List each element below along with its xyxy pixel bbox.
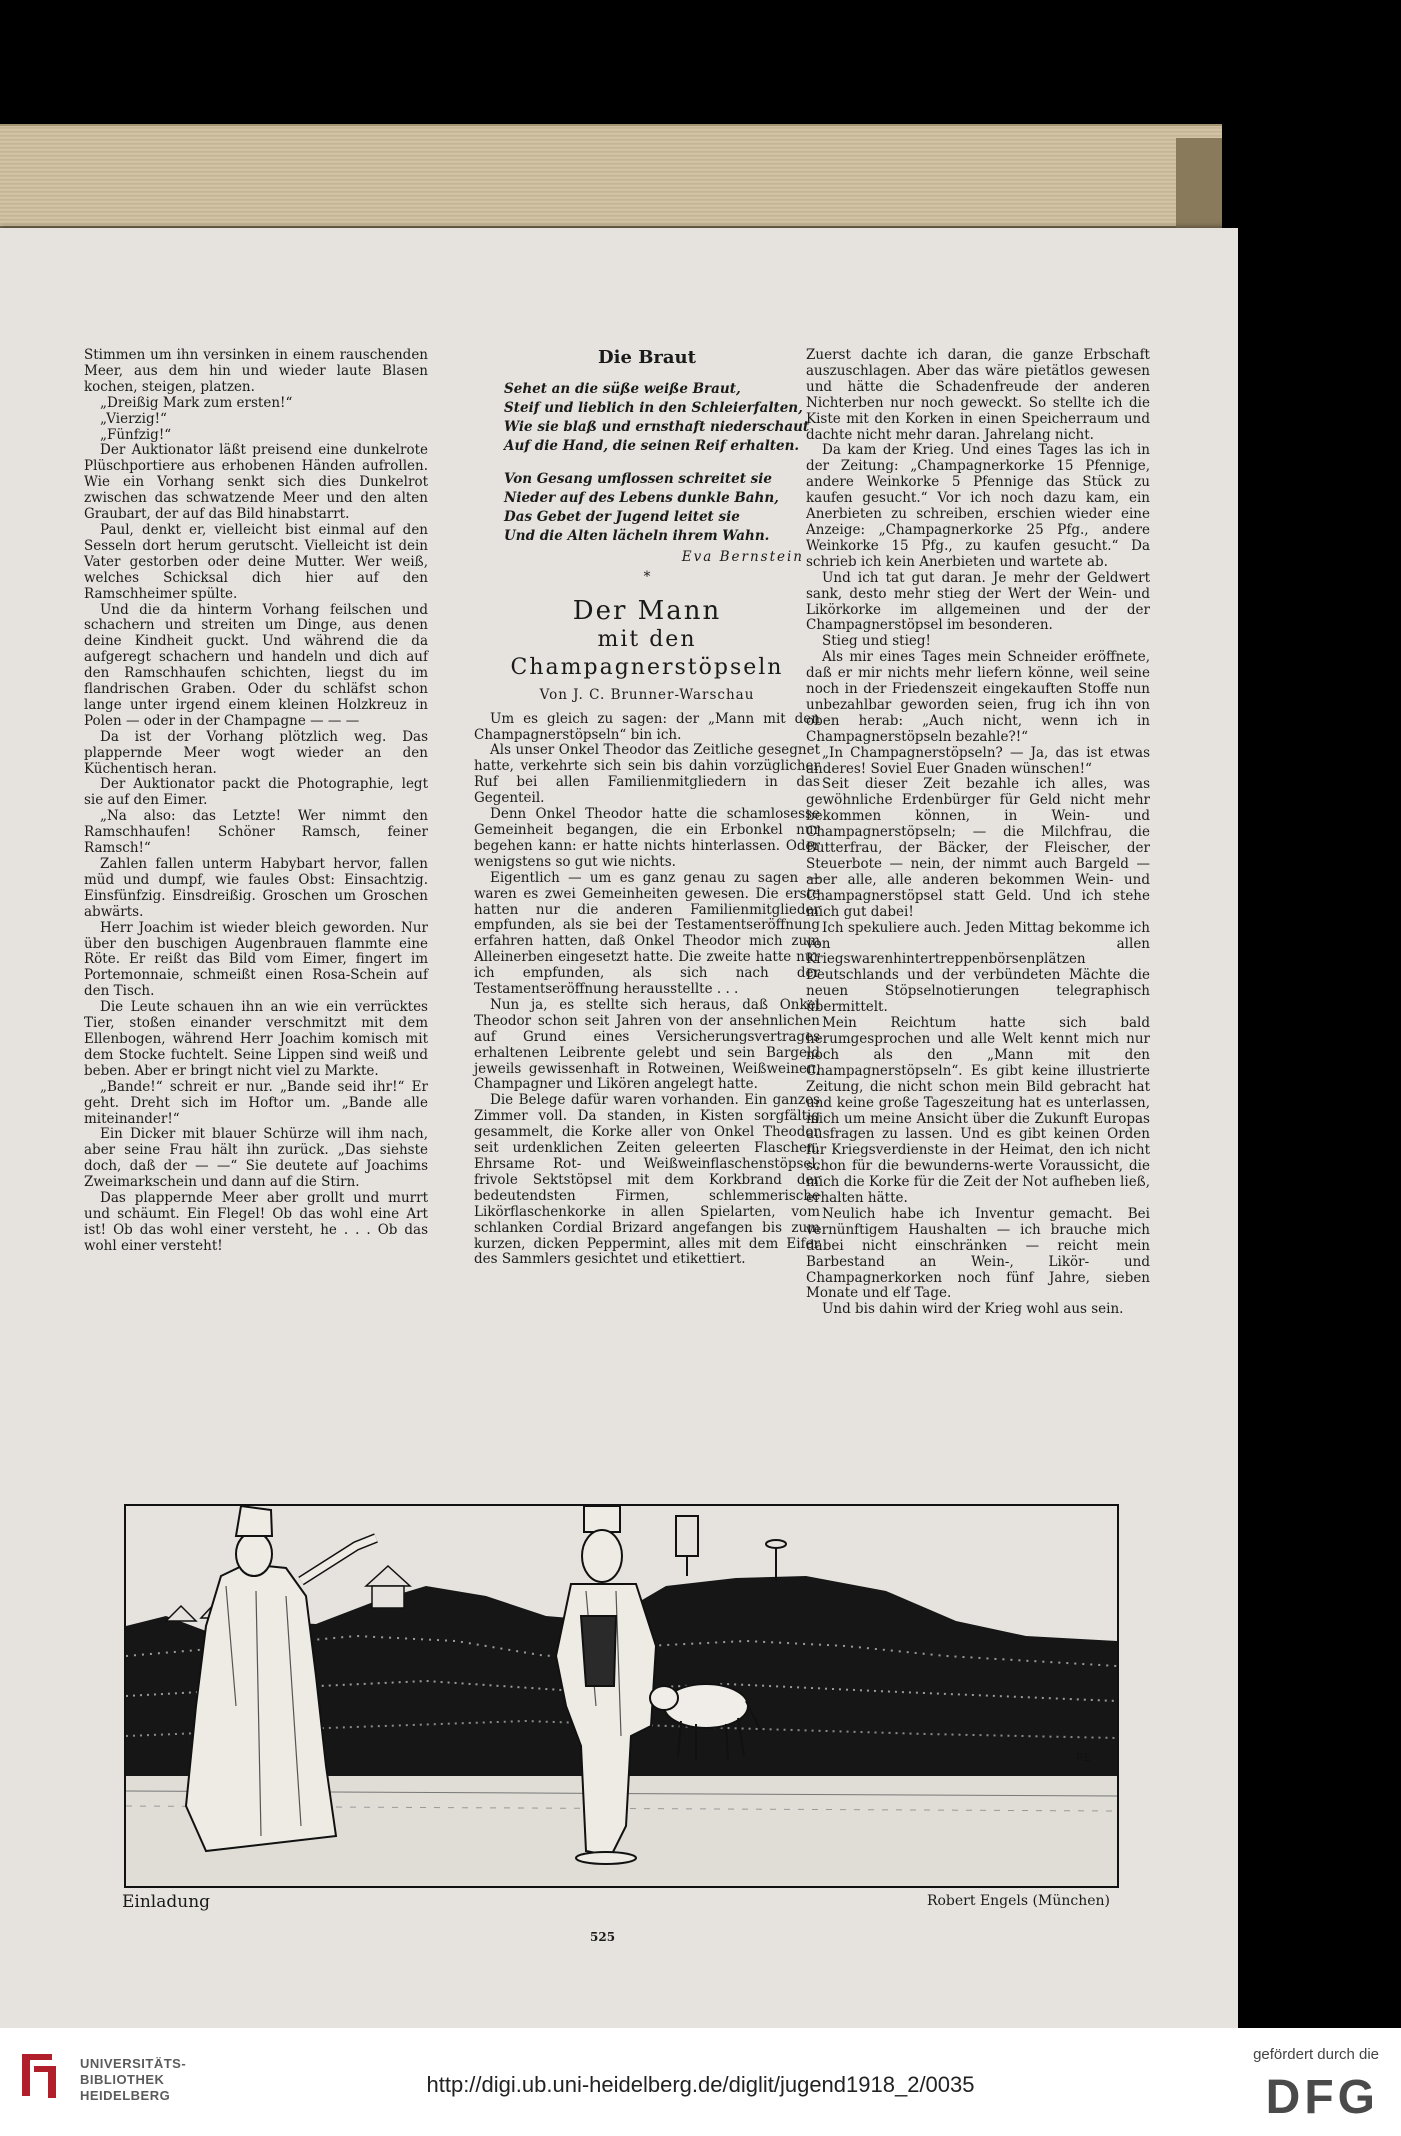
dfg-logo: DFG [1265, 2071, 1379, 2124]
paragraph: Neulich habe ich Inventur gemacht. Bei vernünftigem Haushalten — ich brauche mich dabei nicht einschränken — reicht mein Barbestand an Wein-, Likör- und Champagnerkorken noch fünf Jahre, sieben Monate und elf Tage. [806, 1205, 1150, 1302]
paragraph: Herr Joachim ist wieder bleich geworden. Nur über den buschigen Augenbrauen flammte eine Röte. Er reißt das Bild vom Eimer, fingert im Portemonnaie, schmeißt einen Rosa-Schein auf den Tisch. [84, 919, 428, 1000]
illustration-drawing [126, 1506, 1117, 1886]
paragraph: Da kam der Krieg. Und eines Tages las ich in der Zeitung: „Champagnerkorke 15 Pfennige, andere Weinkorke 5 Pfennige das Stück zu kaufen gesucht.“ Vor ich noch dazu kam, ein Anerbieten zu schreiben, erschien wieder eine Anzeige: „Champagnerkorke 25 Pfg., andere Weinkorke 15 Pfg., zu kaufen gesucht.“ Da schrieb ich kein Anerbieten und wartete ab. [806, 442, 1150, 570]
university-name-line: BIBLIOTHEK [80, 2072, 165, 2087]
paragraph: Seit dieser Zeit bezahle ich alles, was gewöhnliche Erdenbürger für Geld nicht mehr bekommen können, in Wein- und Champagnerstöpseln; — die Milchfrau, die Butterfrau, der Bäcker, der Fleischer, der Steuerbote — nein, der nimmt auch Bargeld — aber alle, alle anderen bekommen Wein- und Champagnerstöpsel statt Geld. Und ich stehe mich gut dabei! [806, 776, 1150, 920]
poem-line: Von Gesang umflossen schreitet sie [504, 470, 772, 487]
magazine-page [0, 228, 1238, 2028]
paragraph: Die Leute schauen ihn an wie ein verrücktes Tier, stoßen einander verschmitzt mit dem Ellenbogen, während Herr Joachim komisch mit dem Stocke fuchtelt. Seine Lippen sind weiß und beben. Aber er bringt nicht viel zu Markte. [84, 999, 428, 1079]
story-byline: Von J. C. Brunner-Warschau [539, 686, 755, 703]
poem-stanza-1 [474, 380, 820, 456]
paragraph: Und ich tat gut daran. Je mehr der Geldwert sank, desto mehr stieg der Wert der Wein- und Likörkorke im allgemeinen und der der Champagnerstöpsel im besonderen. [806, 569, 1150, 634]
paragraph: „Bande!“ schreit er nur. „Bande seid ihr!“ Er geht. Dreht sich im Hoftor um. „Bande alle miteinander!“ [84, 1078, 428, 1127]
middle-text-column [474, 348, 820, 1268]
poem-line: Nieder auf des Lebens dunkle Bahn, [504, 489, 779, 506]
illustration-title: Einladung [122, 1892, 211, 1912]
paragraph: Paul, denkt er, vielleicht bist einmal auf den Sesseln dort herum gerutscht. Vielleicht ist dein Vater gestorben oder deine Mutter. Wer weiß, welches Schicksal dich hier auf den Ramschheimer spülte. [84, 521, 428, 602]
paragraph: Die Belege dafür waren vorhanden. Ein ganzes Zimmer voll. Da standen, in Kisten sorgfältig gesammelt, die Korke aller von Onkel Theodor seit urdenklichen Zeiten geleerten Flaschen. Ehrsame Rot- und Weißweinflaschenstöpsel, frivole Sektstöpsel mit dem Korkbrand der bedeutendsten Firmen, schlemmerische Likörflaschenkorke in allen Spielarten, vom schlanken Cordial Brizard angefangen bis zum kurzen, dicken Peppermint, alles mit dem Eifer des Sammlers gesichtet und etikettiert. [474, 1092, 820, 1268]
poem-author: Eva Bernstein [681, 548, 804, 565]
viewer-footer [0, 2028, 1401, 2136]
poem-stanza-2 [474, 470, 820, 546]
paragraph: Der Auktionator läßt preisend eine dunkelrote Plüschportiere aus erhobenen Händen aufrollen. Wie ein Vorhang senkt sich dies Dunkelrot zwischen das schwatzende Meer und den alten Graubart, der auf das Bild hinabstarrt. [84, 442, 428, 523]
illustration-einladung [124, 1504, 1119, 1888]
paragraph: „Na also: das Letzte! Wer nimmt den Ramschhaufen! Schöner Ramsch, feiner Ramsch!“ [84, 808, 428, 857]
university-name-line: HEIDELBERG [80, 2088, 171, 2103]
document-url[interactable]: http://digi.ub.uni-heidelberg.de/diglit/jugend1918_2/0035 [426, 2072, 975, 2097]
poem-line: Wie sie blaß und ernsthaft niederschaut [504, 418, 810, 435]
paragraph: Um es gleich zu sagen: der „Mann mit den Champagnerstöpseln“ bin ich. [474, 710, 820, 743]
paragraph: Stieg und stieg! [822, 633, 931, 650]
book-spine [1176, 138, 1222, 230]
paragraph: „Vierzig!“ [100, 410, 167, 427]
paragraph: Zahlen fallen unterm Habybart hervor, fallen müd und dumpf, wie faules Obst: Einsachtzig. Einsfünfzig. Einsdreißig. Groschen um Groschen abwärts. [84, 856, 428, 920]
paragraph: Und die da hinterm Vorhang feilschen und schachern und streiten um Dinge, aus denen deine Kindheit guckt. Und während die da aufgeregt schachern und handeln und dich auf den Ramschhaufen schichten, liegst du im flandrischen Graben. Oder du schläfst schon lange unter irgend einem kleinen Holzkreuz in Polen — oder in der Champagne — — — [84, 601, 428, 729]
funder-label: gefördert durch die [1253, 2046, 1379, 2063]
paragraph: Ich spekuliere auch. Jeden Mittag bekomme ich von allen Kriegswarenhintertreppenbörsenplätzen Deutschlands und der verbündeten Mächte die neuen Stöpselnotierungen telegraphisch übermittelt. [806, 919, 1150, 1016]
story-subtitle: mit den Champagnerstöpseln [510, 626, 784, 680]
paragraph: Denn Onkel Theodor hatte die schamlosesse Gemeinheit begangen, die ein Erbonkel nur begehen kann: er hatte nichts hinterlassen. Oder wenigstens so gut wie nichts. [474, 806, 820, 870]
paragraph: „Dreißig Mark zum ersten!“ [100, 394, 293, 411]
book-page-edges [0, 124, 1222, 229]
paragraph: Und bis dahin wird der Krieg wohl aus sein. [822, 1301, 1124, 1318]
poem-line: Und die Alten lächeln ihrem Wahn. [504, 527, 770, 544]
paragraph: Nun ja, es stellte sich heraus, daß Onkel Theodor schon seit Jahren von der ansehnlichen auf Grund eines Versicherungsvertrages erhaltenen Leibrente gelebt und sein Bargeld jeweils gewissenhaft in Rotweinen, Weißweinen, Champagner und Likören angelegt hatte. [474, 996, 820, 1093]
paragraph: „In Champagnerstöpseln? — Ja, das ist etwas anderes! Soviel Euer Gnaden wünschen!“ [806, 744, 1150, 777]
paragraph: Als unser Onkel Theodor das Zeitliche gesegnet hatte, verkehrte sich sein bis dahin vorzüglicher Ruf bei allen Familienmitgliedern in das Gegenteil. [474, 742, 820, 807]
paragraph: Als mir eines Tages mein Schneider eröffnete, daß er mir nichts mehr liefern könne, weil seine noch in der Friedenszeit eingekauften Stoffe nun unbezahlbar geworden seien, frug ich ihn von oben herab: „Auch nicht, wenn ich in Champagnerstöpseln bezahle?!“ [806, 649, 1150, 745]
paragraph: Zuerst dachte ich daran, die ganze Erbschaft auszuschlagen. Aber das wäre pietätlos gewesen und hätte die Schadenfreude der anderen Nichterben nur noch geweckt. So stellte ich die Kiste mit den Korken in einen Speicherraum und dachte nicht mehr daran. Jahrelang nicht. [806, 347, 1150, 443]
left-text-column [84, 348, 428, 1255]
poem-title: Die Braut [598, 347, 696, 368]
paragraph: Der Auktionator packt die Photographie, legt sie auf den Eimer. [84, 776, 428, 809]
paragraph: Mein Reichtum hatte sich bald herumgesprochen und alle Welt kennt mich nur noch als den „Mann mit den Champagnerstöpseln“. Es gibt keine illustrierte Zeitung, die nicht schon mein Bild gebracht hat und keine große Tageszeitung hat es unterlassen, mich um meine Ansicht über die Zukunft Europas ausfragen zu lassen. Und es gibt keinen Orden für Kriegsverdienste in der Heimat, den ich nicht schon für die bewunderns-werte Voraussicht, die mich die Korke für die Zeit der Not aufheben ließ, erhalten hätte. [806, 1015, 1150, 1207]
story-paragraphs-middle [474, 712, 820, 1269]
poem-line: Steif und lieblich in den Schleierfalten, [504, 399, 803, 416]
paragraph: Das plappernde Meer aber grollt und murrt und schäumt. Ein Flegel! Ob das wohl eine Art ist! Ob das wohl einer versteht, he . . . Ob das wohl einer versteht! [84, 1190, 428, 1254]
story-title: Der Mann [572, 595, 722, 626]
right-text-column [806, 348, 1150, 1318]
illustration-artist: Robert Engels (München) [926, 1893, 1110, 1909]
page-number: 525 [590, 1930, 616, 1944]
poem-line: Sehet an die süße weiße Braut, [504, 380, 741, 397]
university-name-line: UNIVERSITÄTS- [80, 2056, 187, 2071]
paragraph: Da ist der Vorhang plötzlich weg. Das plappernde Meer wogt wieder an den Küchentisch heran. [84, 728, 428, 777]
poem-line: Das Gebet der Jugend leitet sie [504, 508, 740, 525]
paragraph: „Fünfzig!“ [100, 426, 172, 443]
paragraph: Stimmen um ihn versinken in einem rauschenden Meer, aus dem hin und wieder laute Blasen kochen, steigen, platzen. [84, 347, 428, 395]
section-separator: * [643, 568, 651, 585]
artist-monogram: RE [1076, 1751, 1091, 1764]
paragraph: Ein Dicker mit blauer Schürze will ihm nach, aber seine Frau hält ihn zurück. „Das siehste doch, daß der — —“ Sie deutete auf Joachims Zweimarkschein und dann auf die Stirn. [84, 1126, 428, 1191]
poem-line: Auf die Hand, die seinen Reif erhalten. [504, 437, 800, 454]
paragraph: Eigentlich — um es ganz genau zu sagen — waren es zwei Gemeinheiten gewesen. Die erste hatten nur die anderen Familienmitglieder empfunden, als sie bei der Testamentseröffnung erfahren hatten, daß Onkel Theodor mich zum Alleinerben eingesetzt hatte. Die zweite hatte nur ich empfunden, als sich nach der Testamentseröffnung herausstellte . . . [474, 869, 820, 998]
